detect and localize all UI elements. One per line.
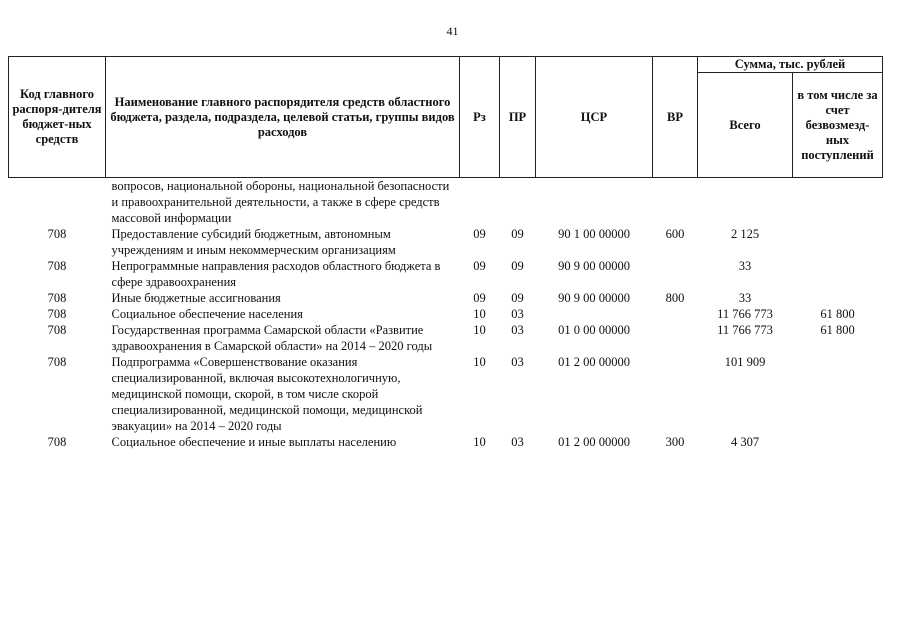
cell-csr: 90 1 00 00000 [558, 227, 630, 241]
budget-table [8, 56, 883, 450]
cell-free [793, 434, 883, 450]
cell-pr [500, 178, 536, 227]
cell-code: 708 [47, 291, 67, 305]
cell-vr [653, 322, 698, 354]
cell-vr [653, 178, 698, 227]
header-sum: Сумма, тыс. рублей [698, 57, 883, 73]
cell-code: 708 [47, 227, 67, 241]
cell-vr: 600 [665, 227, 685, 241]
cell-code: 708 [47, 259, 67, 273]
table-row [9, 258, 883, 290]
header-csr: ЦСР [536, 57, 653, 178]
cell-total: 33 [738, 291, 752, 305]
header-free: в том числе за счет безвозмезд-ных поступлений [793, 73, 883, 178]
table-header [9, 57, 883, 178]
cell-rz: 09 [473, 227, 486, 241]
cell-csr [536, 306, 653, 322]
cell-vr [653, 306, 698, 322]
cell-rz: 09 [473, 259, 486, 273]
cell-free [793, 354, 883, 434]
cell-rz: 10 [473, 435, 486, 449]
header-total: Всего [698, 73, 793, 178]
table-row [9, 306, 883, 322]
cell-csr: 90 9 00 00000 [558, 259, 630, 273]
cell-total: 33 [738, 259, 752, 273]
table-body [9, 178, 883, 451]
cell-vr [653, 354, 698, 434]
cell-code: 708 [47, 355, 67, 369]
cell-name: Иные бюджетные ассигнования [111, 291, 281, 305]
cell-csr: 01 0 00 00000 [558, 323, 630, 337]
cell-name: вопросов, национальной обороны, национальной безопасности и правоохранительной деятельности, а также в сфере средств массовой информации [111, 179, 450, 225]
cell-total [698, 178, 793, 227]
table-row [9, 322, 883, 354]
cell-total: 2 125 [730, 227, 760, 241]
cell-pr: 03 [511, 323, 524, 337]
cell-code [9, 178, 106, 227]
cell-csr: 01 2 00 00000 [558, 435, 630, 449]
cell-rz: 10 [473, 307, 486, 321]
cell-name: Социальное обеспечение и иные выплаты населению [111, 435, 397, 449]
header-vr: ВР [653, 57, 698, 178]
cell-pr: 03 [511, 435, 524, 449]
cell-free [793, 178, 883, 227]
cell-free: 61 800 [820, 323, 855, 337]
cell-pr: 03 [511, 355, 524, 369]
cell-csr: 90 9 00 00000 [558, 291, 630, 305]
cell-pr: 03 [511, 307, 524, 321]
cell-total: 11 766 773 [717, 307, 773, 321]
cell-pr: 09 [511, 259, 524, 273]
cell-rz [460, 178, 500, 227]
cell-total: 4 307 [730, 435, 760, 449]
cell-vr: 300 [665, 435, 685, 449]
cell-free [793, 290, 883, 306]
table-row [9, 226, 883, 258]
header-rz: Рз [460, 57, 500, 178]
table-row [9, 178, 883, 227]
cell-name: Непрограммные направления расходов областного бюджета в сфере здравоохранения [111, 259, 441, 289]
table-row [9, 290, 883, 306]
cell-rz: 09 [473, 291, 486, 305]
cell-pr: 09 [511, 291, 524, 305]
cell-free: 61 800 [820, 307, 855, 321]
header-code: Код главного распоря-дителя бюджет-ных средств [9, 57, 106, 178]
cell-name: Подпрограмма «Совершенствование оказания специализированной, включая высокотехнологичную, медицинской помощи, скорой, в том числе скорой специализированной, медицинской помощи, медицинской эвакуации» на 2014 – 2020 годы [111, 355, 423, 433]
header-pr: ПР [500, 57, 536, 178]
cell-pr: 09 [511, 227, 524, 241]
cell-rz: 10 [473, 355, 486, 369]
cell-code: 708 [47, 307, 67, 321]
cell-code: 708 [47, 435, 67, 449]
cell-vr [653, 258, 698, 290]
cell-vr: 800 [665, 291, 685, 305]
table-row [9, 434, 883, 450]
cell-name: Государственная программа Самарской области «Развитие здравоохранения в Самарской области» на 2014 – 2020 годы [111, 323, 433, 353]
cell-total: 11 766 773 [717, 323, 773, 337]
cell-free [793, 226, 883, 258]
cell-name: Социальное обеспечение населения [111, 307, 303, 321]
cell-free [793, 258, 883, 290]
cell-csr: 01 2 00 00000 [558, 355, 630, 369]
cell-name: Предоставление субсидий бюджетным, автономным учреждениям и иным некоммерческим организациям [111, 227, 396, 257]
page-number: 41 [446, 24, 459, 38]
cell-rz: 10 [473, 323, 486, 337]
table-row [9, 354, 883, 434]
cell-code: 708 [47, 323, 67, 337]
cell-total: 101 909 [724, 355, 766, 369]
header-name: Наименование главного распорядителя средств областного бюджета, раздела, подраздела, целевой статьи, группы видов расходов [106, 57, 460, 178]
cell-csr [536, 178, 653, 227]
